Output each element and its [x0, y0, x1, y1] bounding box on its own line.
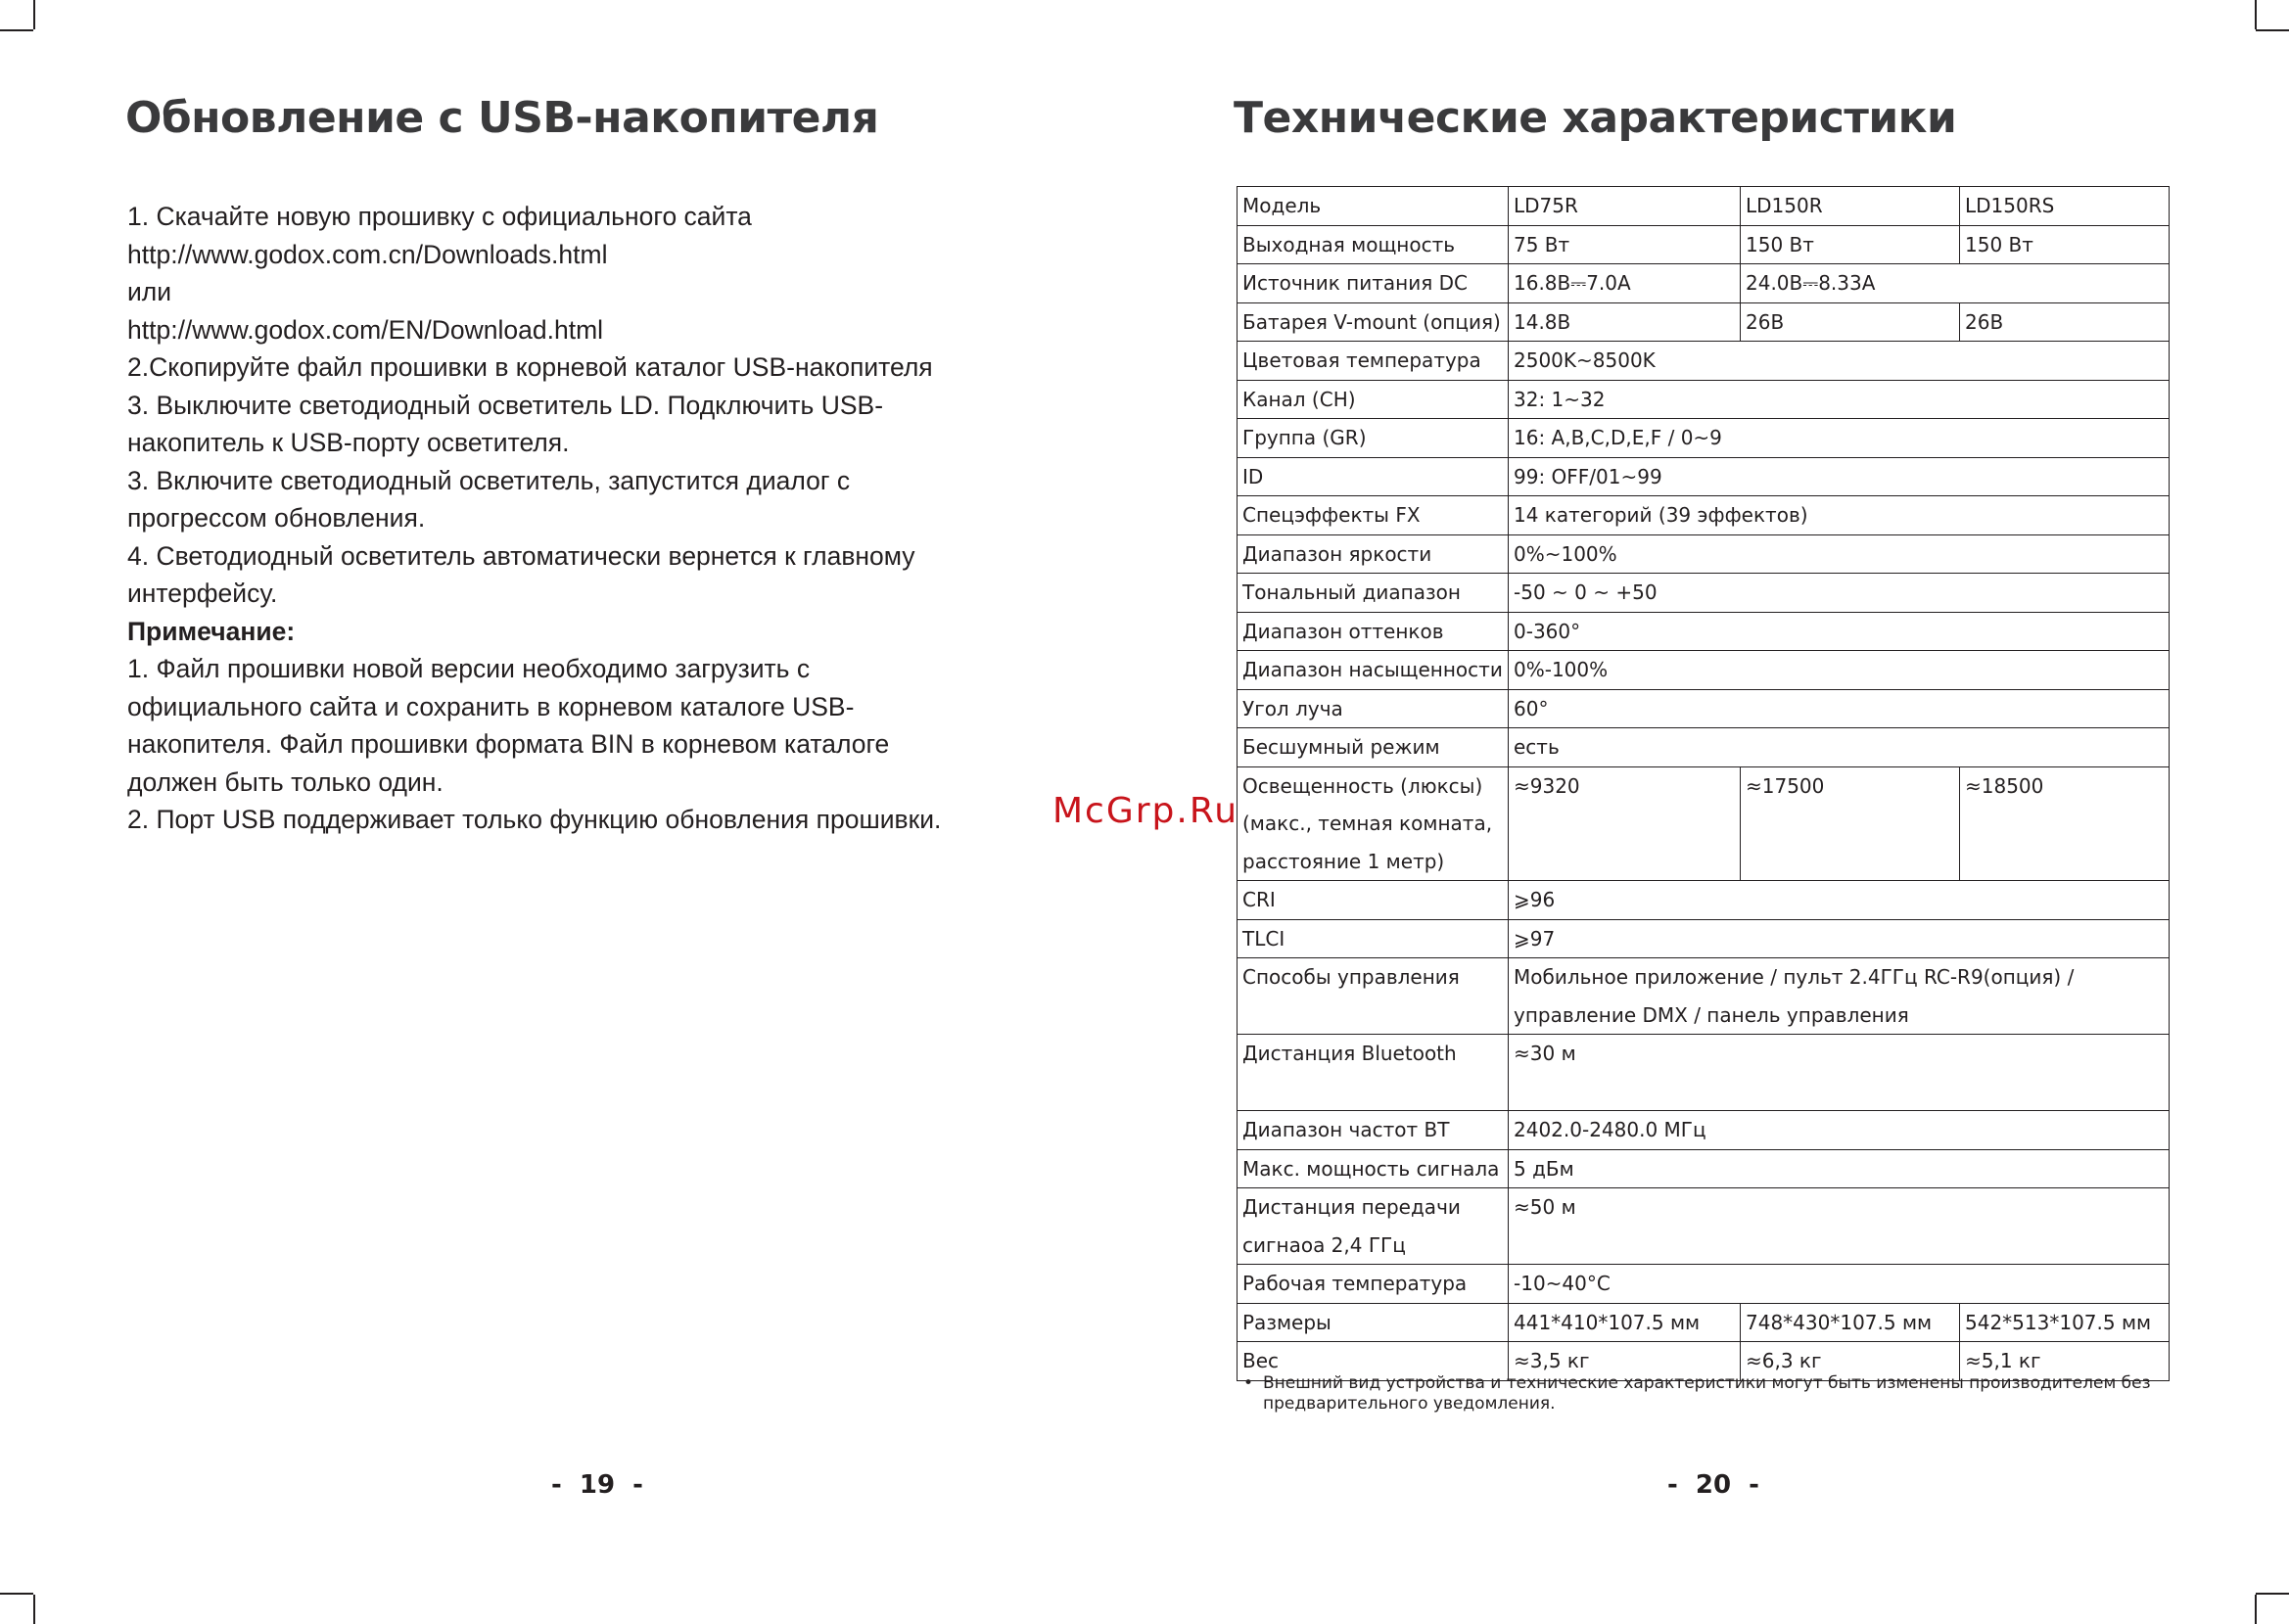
- spec-label: Дистанция Bluetooth: [1238, 1035, 1509, 1111]
- table-row: [1238, 264, 2170, 303]
- instruction-line: или: [127, 277, 172, 306]
- spec-label: [1238, 766, 1509, 881]
- spec-label: TLCI: [1238, 919, 1509, 958]
- spec-label: ID: [1238, 457, 1509, 496]
- footnote: [1243, 1373, 2164, 1415]
- table-row: [1238, 728, 2170, 767]
- spec-label: Диапазон частот BT: [1238, 1111, 1509, 1150]
- instruction-line: 1. Скачайте новую прошивку с официального сайта: [127, 202, 752, 231]
- table-row: [1238, 612, 2170, 651]
- spec-value: 2500K~8500K: [1509, 342, 2170, 381]
- note-line: накопителя. Файл прошивки формата BIN в корневом каталоге: [127, 729, 890, 759]
- note-line: 1. Файл прошивки новой версии необходимо загрузить с: [127, 654, 811, 683]
- table-row: [1238, 958, 2170, 1035]
- spec-value: 16: A,B,C,D,E,F / 0~9: [1509, 419, 2170, 458]
- spec-value: 150 Вт: [1741, 225, 1960, 264]
- spec-value: 24.0В⎓8.33А: [1741, 264, 2170, 303]
- table-row: [1238, 302, 2170, 342]
- spec-value: -10~40°C: [1509, 1265, 2170, 1304]
- spec-value: -50 ~ 0 ~ +50: [1509, 574, 2170, 613]
- spec-value: ≈17500: [1741, 766, 1960, 881]
- table-row: [1238, 574, 2170, 613]
- spec-value: 150 Вт: [1960, 225, 2170, 264]
- instruction-link: http://www.godox.com.cn/Downloads.html: [127, 239, 608, 269]
- spec-value: ≈5,1 кг: [1960, 1342, 2170, 1381]
- spec-value: ≈18500: [1960, 766, 2170, 881]
- spec-value: 441*410*107.5 мм: [1509, 1303, 1741, 1342]
- spec-label-line: Освещенность (люксы): [1242, 773, 1483, 798]
- spec-label: Диапазон насыщенности: [1238, 651, 1509, 690]
- spec-label: Вес: [1238, 1342, 1509, 1381]
- spec-label: Диапазон оттенков: [1238, 612, 1509, 651]
- update-instructions: [127, 198, 1038, 839]
- table-row: [1238, 1188, 2170, 1265]
- instruction-line: 4. Светодиодный осветитель автоматически вернется к главному: [127, 540, 915, 571]
- spec-value-line: управление DMX / панель управления: [1514, 1002, 1909, 1027]
- spec-value: 26В: [1960, 302, 2170, 342]
- table-row: [1238, 919, 2170, 958]
- spec-value: ⩾97: [1509, 919, 2170, 958]
- watermark: McGrp.Ru: [1052, 791, 1239, 831]
- spec-label: Батарея V-mount (опция): [1238, 302, 1509, 342]
- spec-label-line: Дистанция передачи: [1242, 1195, 1461, 1219]
- table-row: [1238, 1149, 2170, 1188]
- spec-value: 5 дБм: [1509, 1149, 2170, 1188]
- spec-value: 748*430*107.5 мм: [1741, 1303, 1960, 1342]
- specifications-table: [1237, 186, 2170, 1381]
- bullet-icon: •: [1243, 1373, 1254, 1393]
- instruction-line: 3. Выключите светодиодный осветитель LD. Подключить USB-: [127, 390, 884, 420]
- spec-value: 16.8В⎓7.0А: [1509, 264, 1741, 303]
- instruction-line: интерфейсу.: [127, 579, 278, 608]
- table-row: [1238, 187, 2170, 226]
- table-row: [1238, 1303, 2170, 1342]
- crop-mark: [33, 0, 35, 29]
- page-title-specs: Технические характеристики: [1234, 93, 1957, 143]
- spec-label: Угол луча: [1238, 689, 1509, 728]
- instruction-line: 3. Включите светодиодный осветитель, запустится диалог с: [127, 465, 851, 495]
- spec-label: Макс. мощность сигнала: [1238, 1149, 1509, 1188]
- spec-value: ≈30 м: [1509, 1035, 2170, 1111]
- spec-label: Рабочая температура: [1238, 1265, 1509, 1304]
- spec-label: Диапазон яркости: [1238, 534, 1509, 574]
- spec-value: 32: 1~32: [1509, 380, 2170, 419]
- spec-label: Источник питания DC: [1238, 264, 1509, 303]
- spec-label: Группа (GR): [1238, 419, 1509, 458]
- table-row: [1238, 1265, 2170, 1304]
- spec-value: 75 Вт: [1509, 225, 1741, 264]
- spec-value: 2402.0-2480.0 МГц: [1509, 1111, 2170, 1150]
- footnote-line: Внешний вид устройства и технические характеристики могут быть изменены производителем без: [1263, 1373, 2151, 1393]
- spec-value: 99: OFF/01~99: [1509, 457, 2170, 496]
- spec-value: 14.8В: [1509, 302, 1741, 342]
- spec-value: 0-360°: [1509, 612, 2170, 651]
- spec-label: [1238, 1188, 1509, 1265]
- table-row: [1238, 689, 2170, 728]
- spec-label-line: расстояние 1 метр): [1242, 849, 1445, 873]
- spec-label: Размеры: [1238, 1303, 1509, 1342]
- spec-value: ⩾96: [1509, 881, 2170, 920]
- table-row: [1238, 766, 2170, 881]
- spec-value: LD150R: [1741, 187, 1960, 226]
- spec-label: Тональный диапазон: [1238, 574, 1509, 613]
- crop-mark: [2256, 1593, 2289, 1595]
- table-row: [1238, 651, 2170, 690]
- spec-value: 60°: [1509, 689, 2170, 728]
- table-row: [1238, 342, 2170, 381]
- spec-value: есть: [1509, 728, 2170, 767]
- table-row: [1238, 881, 2170, 920]
- spec-label: Бесшумный режим: [1238, 728, 1509, 767]
- crop-mark: [33, 1595, 35, 1624]
- table-row: [1238, 380, 2170, 419]
- page-title-usb-update: Обновление с USB-накопителя: [125, 93, 879, 143]
- page-number-left: - 19 -: [551, 1470, 643, 1500]
- spec-value: 0%-100%: [1509, 651, 2170, 690]
- note-label: Примечание:: [127, 616, 296, 646]
- instruction-line: накопитель к USB-порту осветителя.: [127, 428, 570, 457]
- spec-value: [1509, 958, 2170, 1035]
- note-line: 2. Порт USB поддерживает только функцию обновления прошивки.: [127, 805, 942, 834]
- table-row: [1238, 225, 2170, 264]
- page-number-right: - 20 -: [1667, 1470, 1759, 1500]
- spec-label-line: сигнаоа 2,4 ГГц: [1242, 1232, 1406, 1257]
- instruction-line: прогрессом обновления.: [127, 503, 426, 533]
- spec-label: Канал (CH): [1238, 380, 1509, 419]
- table-row: [1238, 1111, 2170, 1150]
- spec-value: 542*513*107.5 мм: [1960, 1303, 2170, 1342]
- crop-mark: [2255, 0, 2257, 29]
- spec-label: Цветовая температура: [1238, 342, 1509, 381]
- footnote-line: предварительного уведомления.: [1263, 1394, 1556, 1414]
- table-row: [1238, 496, 2170, 535]
- spec-value: ≈6,3 кг: [1741, 1342, 1960, 1381]
- spec-label-line: (макс., темная комната,: [1242, 812, 1493, 835]
- spec-label: CRI: [1238, 881, 1509, 920]
- spec-value: LD75R: [1509, 187, 1741, 226]
- spec-value: ≈3,5 кг: [1509, 1342, 1741, 1381]
- spec-value: 14 категорий (39 эффектов): [1509, 496, 2170, 535]
- spec-value: LD150RS: [1960, 187, 2170, 226]
- spec-value: ≈50 м: [1509, 1188, 2170, 1265]
- table-row: [1238, 419, 2170, 458]
- spec-value: ≈9320: [1509, 766, 1741, 881]
- spec-label: Спецэффекты FX: [1238, 496, 1509, 535]
- spec-value-line: Мобильное приложение / пульт 2.4ГГц RC-R9(опция) /: [1514, 965, 2075, 989]
- instruction-link: http://www.godox.com/EN/Download.html: [127, 314, 604, 345]
- note-line: официального сайта и сохранить в корневом каталоге USB-: [127, 691, 855, 721]
- spec-label: Выходная мощность: [1238, 225, 1509, 264]
- spec-value: 26В: [1741, 302, 1960, 342]
- table-row: [1238, 534, 2170, 574]
- spec-value: 0%~100%: [1509, 534, 2170, 574]
- spec-label: Модель: [1238, 187, 1509, 226]
- crop-mark: [2256, 29, 2289, 31]
- crop-mark: [0, 1593, 33, 1595]
- table-row: [1238, 1035, 2170, 1111]
- spec-label: Способы управления: [1238, 958, 1509, 1035]
- instruction-line: 2.Скопируйте файл прошивки в корневой каталог USB-накопителя: [127, 352, 933, 382]
- note-line: должен быть только один.: [127, 766, 444, 797]
- crop-mark: [0, 29, 33, 31]
- crop-mark: [2255, 1595, 2257, 1624]
- table-row: [1238, 457, 2170, 496]
